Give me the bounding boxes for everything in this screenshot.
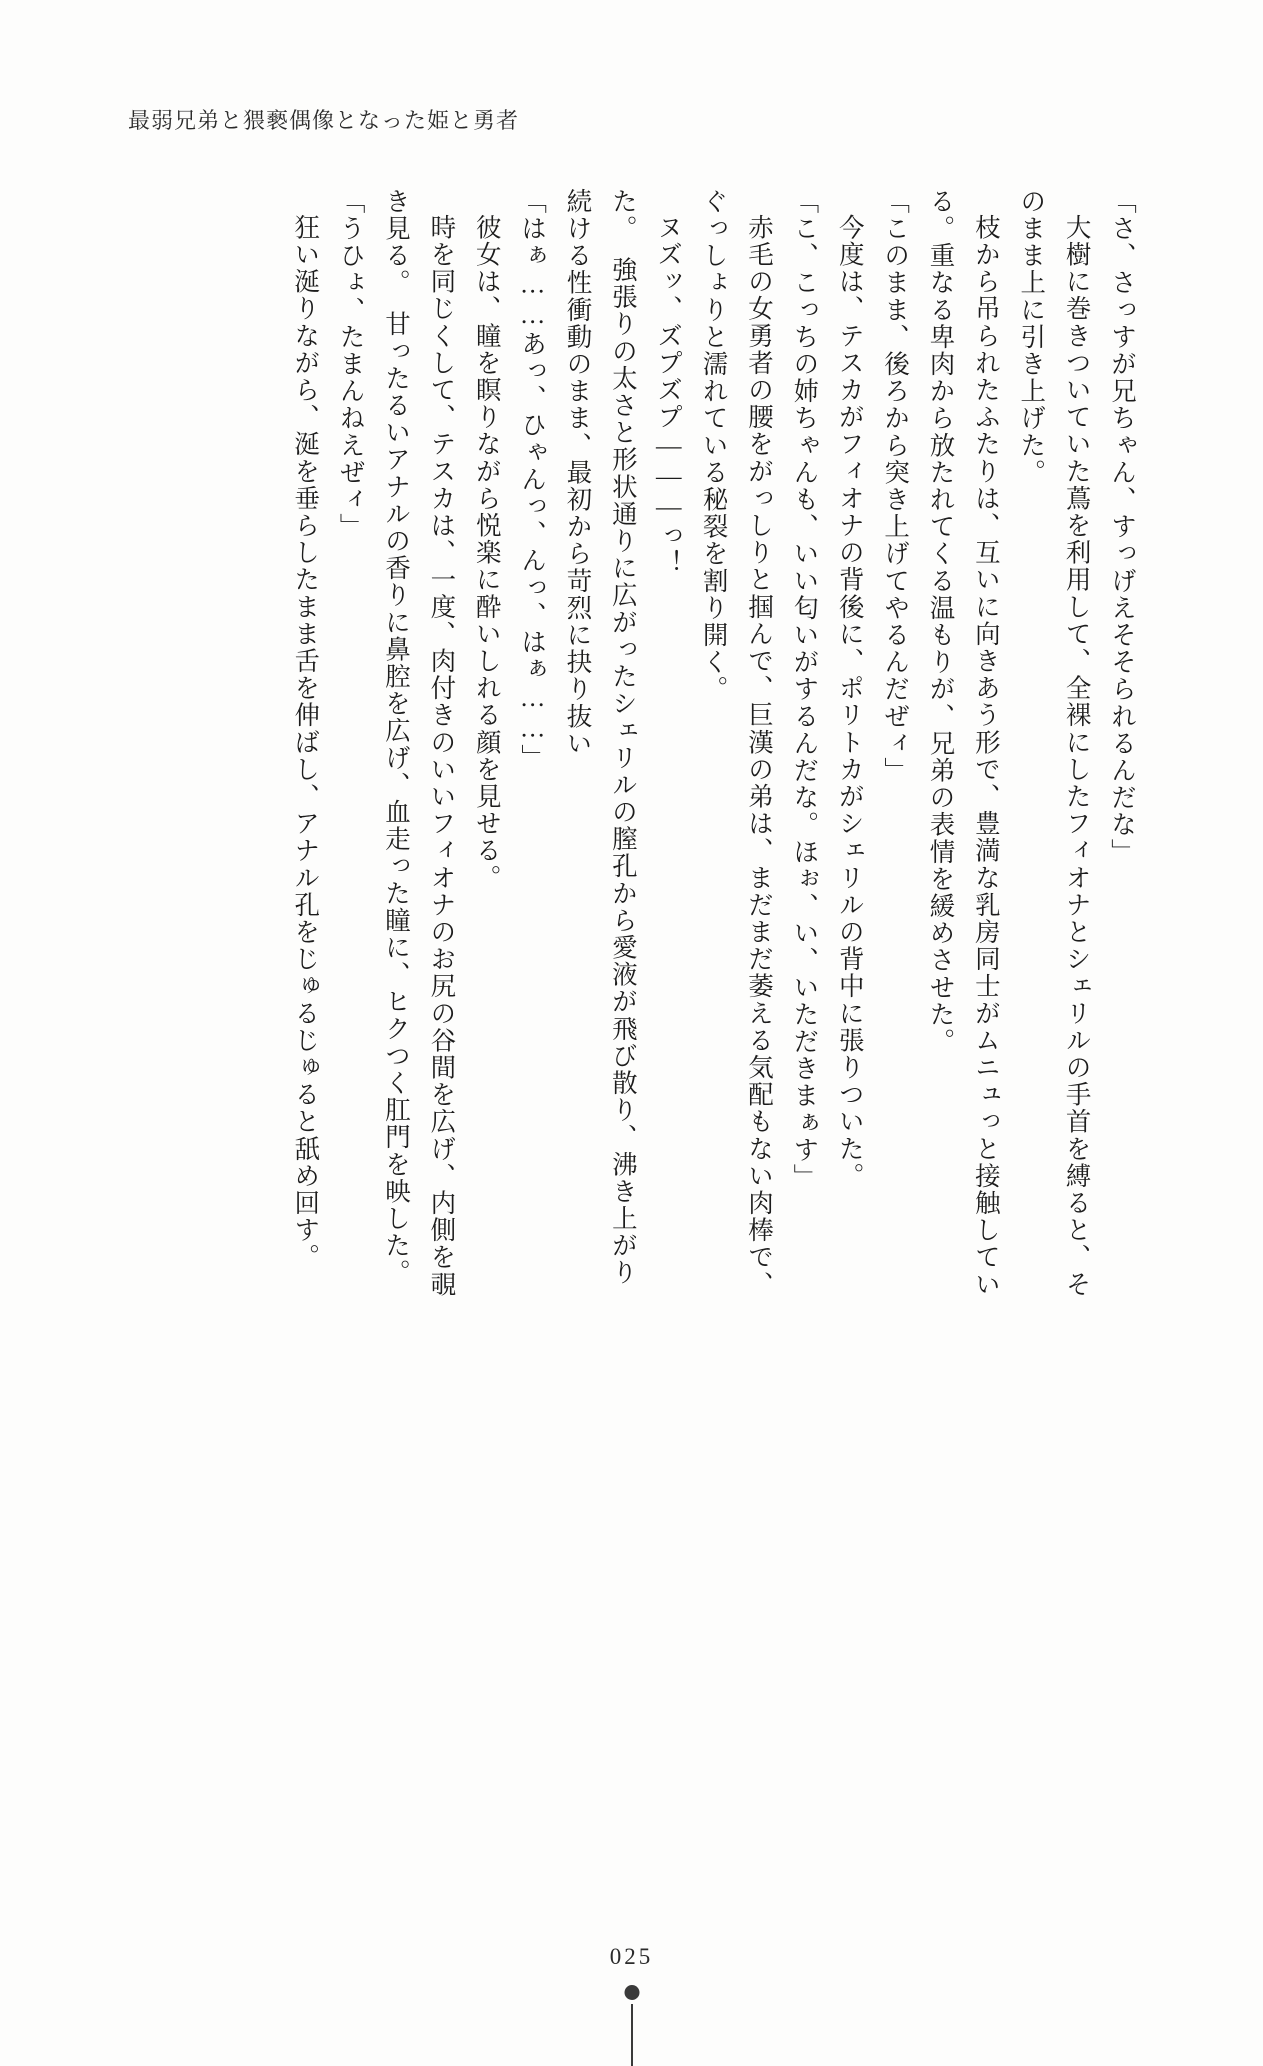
paragraph: 「こ、こっちの姉ちゃんも、いい匂いがするんだな。ほぉ、い、いただきまぁす」 <box>790 188 820 1191</box>
paragraph: 赤毛の女勇者の腰をがっしりと掴んで、巨漢の弟は、まだまだ萎える気配もない肉棒で、ぐっしょりと濡れている秘裂を割り開く。 <box>699 188 774 1298</box>
paragraph: 「はぁ……あっ、ひゃんっ、んっ、はぁ……」 <box>518 188 548 772</box>
paragraph: 今度は、テスカがフィオナの背後に、ポリトカがシェリルの背中に張りついた。 <box>835 213 865 1190</box>
paragraph: 大樹に巻きついていた蔦を利用して、全裸にしたフィオナとシェリルの手首を縛ると、そのまま上に引き上げた。 <box>1017 188 1092 1298</box>
paragraph: 狂い涎りながら、涎を垂らしたまま舌を伸ばし、アナル孔をじゅるじゅると舐め回す。 <box>291 213 321 1271</box>
folio-rule-ornament <box>631 2004 633 2066</box>
page-number: 025 <box>609 1944 654 1969</box>
paragraph: 時を同じくして、テスカは、一度、肉付きのいいフィオナのお尻の谷間を広げ、内側を覗き見る。 甘ったるいアナルの香りに鼻腔を広げ、血走った瞳に、ヒクつく肛門を映した。 <box>382 188 457 1298</box>
paragraph: た。 強張りの太さと形状通りに広がったシェリルの膣孔から愛液が飛び散り、沸き上がり続ける性衝動のまま、最初から苛烈に抉り抜い <box>563 188 638 1287</box>
paragraph: 枝から吊られたふたりは、互いに向きあう形で、豊満な乳房同士がムニュっと接触している。重なる卑肉から放たれてくる温もりが、兄弟の表情を緩めさせた。 <box>926 188 1001 1298</box>
folio-dot-ornament <box>624 1985 639 2000</box>
paragraph: 彼女は、瞳を瞑りながら悦楽に酔いしれる顔を見せる。 <box>472 213 502 891</box>
paragraph: 「さ、さっすが兄ちゃん、すっげえそそられるんだな」 <box>1108 188 1137 866</box>
paragraph: 「このまま、後ろから突き上げてやるんだぜィ」 <box>881 188 911 785</box>
body-text-block <box>135 188 1145 1308</box>
paragraph: 「うひょ、たまんねえぜィ」 <box>336 188 366 541</box>
running-header: 最弱兄弟と猥褻偶像となった姫と勇者 <box>128 108 520 133</box>
paragraph: ヌズッ、ズプズプ———っ！ <box>654 213 684 577</box>
